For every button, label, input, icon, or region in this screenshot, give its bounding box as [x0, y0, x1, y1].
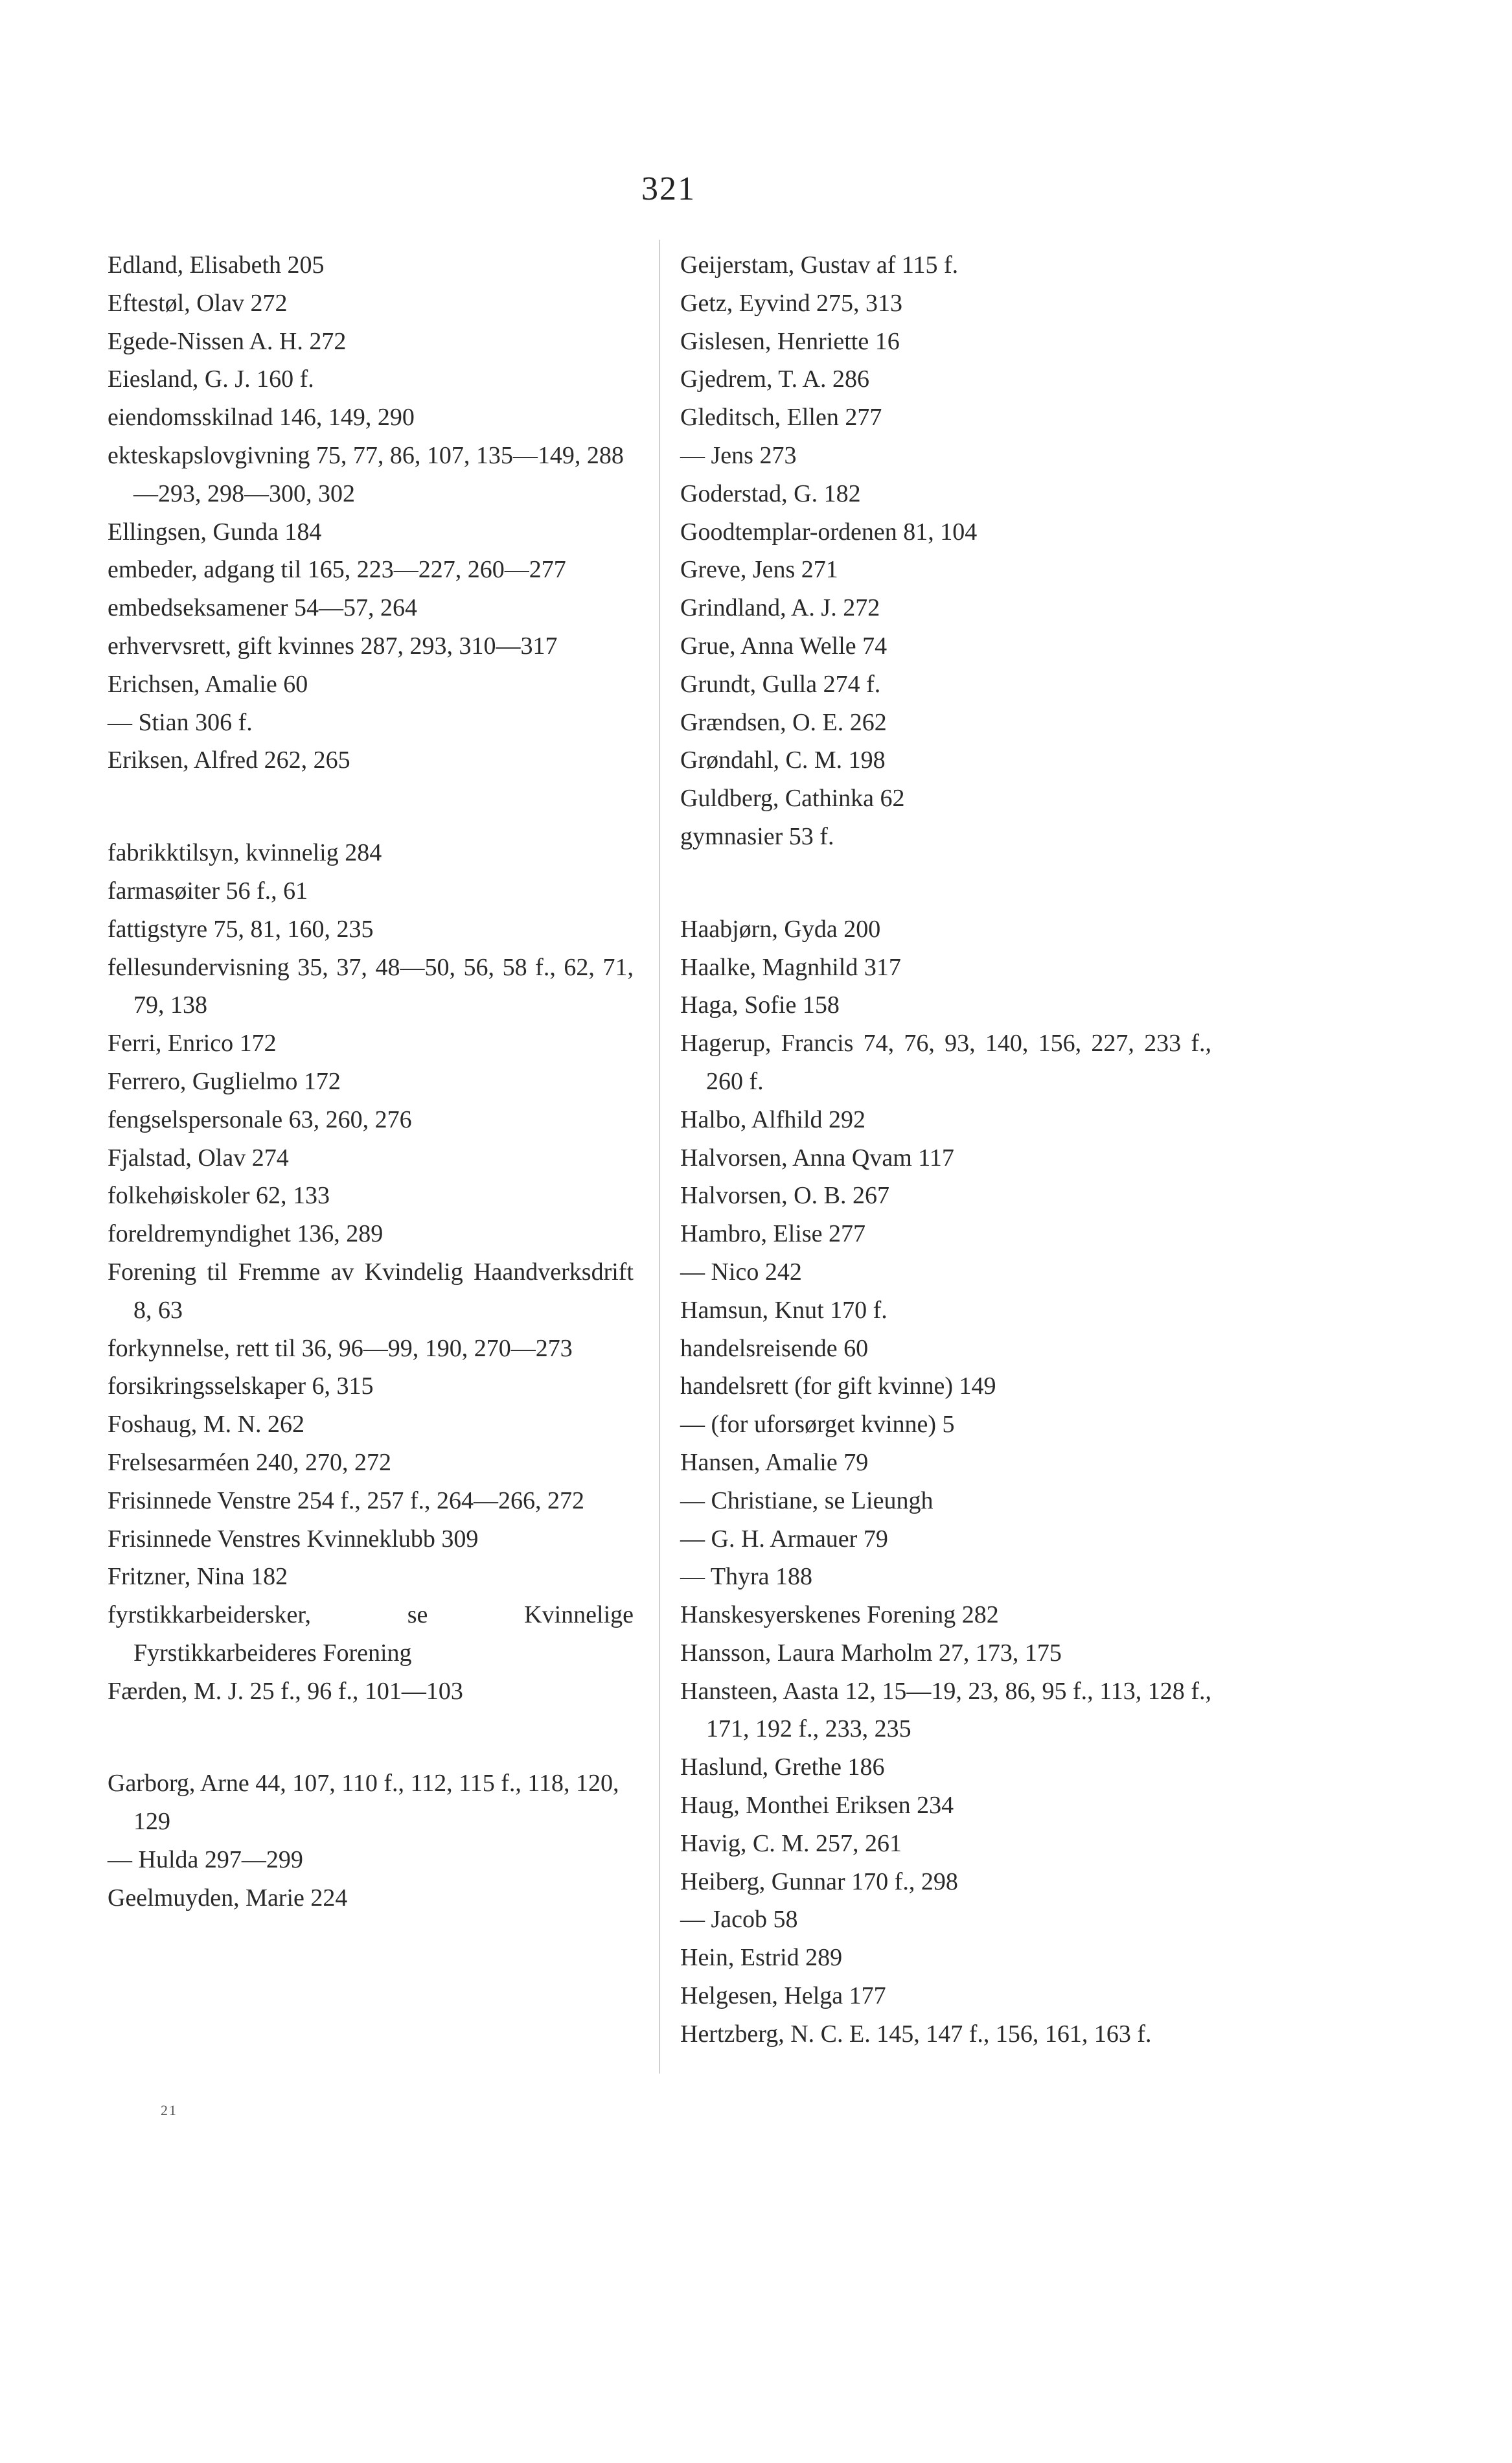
index-entry: Halbo, Alfhild 292: [680, 1105, 866, 1133]
index-entry: eiendomsskilnad 146, 149, 290: [108, 404, 415, 432]
index-entry: — Stian 306 f.: [108, 708, 253, 736]
index-entry: Helgesen, Helga 177: [680, 1982, 886, 2010]
index-section-g: [108, 1764, 634, 1917]
index-entry: Hansteen, Aasta 12, 15—19, 23, 86, 95 f., 113, 128 f., 171, 192 f., 233, 235: [680, 1677, 1211, 1743]
column-divider: [659, 240, 660, 2074]
index-entry: — Jacob 58: [680, 1906, 798, 1934]
index-entry: forkynnelse, rett til 36, 96—99, 190, 270—273: [108, 1334, 573, 1362]
index-entry: foreldremyndighet 136, 289: [108, 1220, 384, 1248]
index-entry: Ferri, Enrico 172: [108, 1030, 277, 1058]
index-entry: Hagerup, Francis 74, 76, 93, 140, 156, 227, 233 f., 260 f.: [680, 1030, 1211, 1095]
index-section-g-continued: [680, 246, 1211, 856]
index-entry: Eiesland, G. J. 160 f.: [108, 365, 314, 393]
index-entry: handelsreisende 60: [680, 1334, 869, 1362]
index-entry: Eriksen, Alfred 262, 265: [108, 746, 350, 774]
index-entry: Forening til Fremme av Kvindelig Haandverksdrift 8, 63: [108, 1258, 634, 1324]
index-entry: fattigstyre 75, 81, 160, 235: [108, 915, 374, 943]
index-entry: Fritzner, Nina 182: [108, 1563, 288, 1591]
index-entry: fellesundervisning 35, 37, 48—50, 56, 58 f., 62, 71, 79, 138: [108, 953, 634, 1019]
index-entry: — (for uforsørget kvinne) 5: [680, 1411, 955, 1439]
index-entry: Grundt, Gulla 274 f.: [680, 670, 881, 698]
index-entry: Hansson, Laura Marholm 27, 173, 175: [680, 1639, 1062, 1667]
index-section-e: [108, 246, 634, 780]
index-entry: — Jens 273: [680, 441, 797, 469]
index-entry: Goderstad, G. 182: [680, 480, 861, 507]
printer-signature-mark: 21: [161, 2102, 178, 2118]
index-entry: Gislesen, Henriette 16: [680, 327, 900, 355]
index-entry: Garborg, Arne 44, 107, 110 f., 112, 115 f., 118, 120, 129: [108, 1770, 619, 1836]
index-entry: Getz, Eyvind 275, 313: [680, 289, 903, 317]
index-entry: Erichsen, Amalie 60: [108, 670, 308, 698]
index-entry: Fjalstad, Olav 274: [108, 1144, 289, 1172]
index-entry: Ferrero, Guglielmo 172: [108, 1067, 341, 1095]
index-entry: — Christiane, se Lieungh: [680, 1486, 934, 1514]
index-entry: Frelsesarméen 240, 270, 272: [108, 1448, 391, 1476]
index-column-left: [108, 246, 634, 1917]
index-column-right: [680, 246, 1211, 2053]
index-entry: — Thyra 188: [680, 1563, 813, 1591]
index-entry: Guldberg, Cathinka 62: [680, 785, 905, 813]
index-entry: fyrstikkarbeidersker, se Kvinnelige Fyrstikkarbeideres Forening: [108, 1601, 634, 1667]
index-entry: Frisinnede Venstres Kvinneklubb 309: [108, 1525, 479, 1553]
index-entry: Grøndahl, C. M. 198: [680, 746, 886, 774]
index-entry: Gjedrem, T. A. 286: [680, 365, 869, 393]
index-entry: Hambro, Elise 277: [680, 1220, 866, 1248]
index-entry: Haga, Sofie 158: [680, 991, 840, 1019]
index-entry: Haabjørn, Gyda 200: [680, 915, 881, 943]
index-entry: folkehøiskoler 62, 133: [108, 1182, 330, 1210]
index-entry: Halvorsen, Anna Qvam 117: [680, 1144, 954, 1172]
index-entry: — Nico 242: [680, 1258, 802, 1286]
index-entry: Hansen, Amalie 79: [680, 1448, 869, 1476]
index-entry: farmasøiter 56 f., 61: [108, 877, 308, 905]
index-entry: Hein, Estrid 289: [680, 1944, 843, 1972]
index-entry: Geijerstam, Gustav af 115 f.: [680, 251, 959, 279]
page-number: 321: [641, 170, 696, 207]
index-entry: embedseksamener 54—57, 264: [108, 594, 418, 622]
index-entry: Geelmuyden, Marie 224: [108, 1884, 348, 1912]
index-entry: Grindland, A. J. 272: [680, 594, 880, 622]
index-entry: Ellingsen, Gunda 184: [108, 518, 322, 546]
index-entry: Egede-Nissen A. H. 272: [108, 327, 347, 355]
index-entry: Goodtemplar-ordenen 81, 104: [680, 518, 978, 546]
index-entry: forsikringsselskaper 6, 315: [108, 1372, 374, 1400]
index-entry: — Hulda 297—299: [108, 1846, 303, 1874]
index-entry: handelsrett (for gift kvinne) 149: [680, 1372, 996, 1400]
index-entry: fabrikktilsyn, kvinnelig 284: [108, 839, 382, 867]
index-section-f: [108, 834, 634, 1710]
index-entry: Hanskesyerskenes Forening 282: [680, 1601, 999, 1629]
index-entry: Gleditsch, Ellen 277: [680, 404, 882, 432]
index-entry: Greve, Jens 271: [680, 556, 838, 584]
index-entry: Grue, Anna Welle 74: [680, 632, 888, 660]
index-entry: Frisinnede Venstre 254 f., 257 f., 264—266, 272: [108, 1486, 585, 1514]
index-entry: Hertzberg, N. C. E. 145, 147 f., 156, 161, 163 f.: [680, 2020, 1152, 2048]
index-entry: Heiberg, Gunnar 170 f., 298: [680, 1867, 958, 1895]
index-section-h: [680, 910, 1211, 2053]
index-entry: ekteskapslovgivning 75, 77, 86, 107, 135—149, 288—293, 298—300, 302: [108, 441, 624, 507]
index-entry: embeder, adgang til 165, 223—227, 260—277: [108, 556, 566, 584]
index-entry: gymnasier 53 f.: [680, 822, 834, 850]
index-entry: Haslund, Grethe 186: [680, 1753, 885, 1781]
index-entry: fengselspersonale 63, 260, 276: [108, 1105, 412, 1133]
index-entry: Edland, Elisabeth 205: [108, 251, 325, 279]
index-entry: Hamsun, Knut 170 f.: [680, 1296, 888, 1324]
index-entry: Havig, C. M. 257, 261: [680, 1829, 902, 1857]
index-entry: Halvorsen, O. B. 267: [680, 1182, 889, 1210]
index-entry: Grændsen, O. E. 262: [680, 708, 887, 736]
index-entry: Eftestøl, Olav 272: [108, 289, 288, 317]
index-entry: Haalke, Magnhild 317: [680, 953, 901, 981]
index-entry: Haug, Monthei Eriksen 234: [680, 1792, 954, 1820]
index-entry: Foshaug, M. N. 262: [108, 1411, 305, 1439]
index-entry: Færden, M. J. 25 f., 96 f., 101—103: [108, 1677, 463, 1705]
index-entry: erhvervsrett, gift kvinnes 287, 293, 310—317: [108, 632, 558, 660]
index-entry: — G. H. Armauer 79: [680, 1525, 888, 1553]
